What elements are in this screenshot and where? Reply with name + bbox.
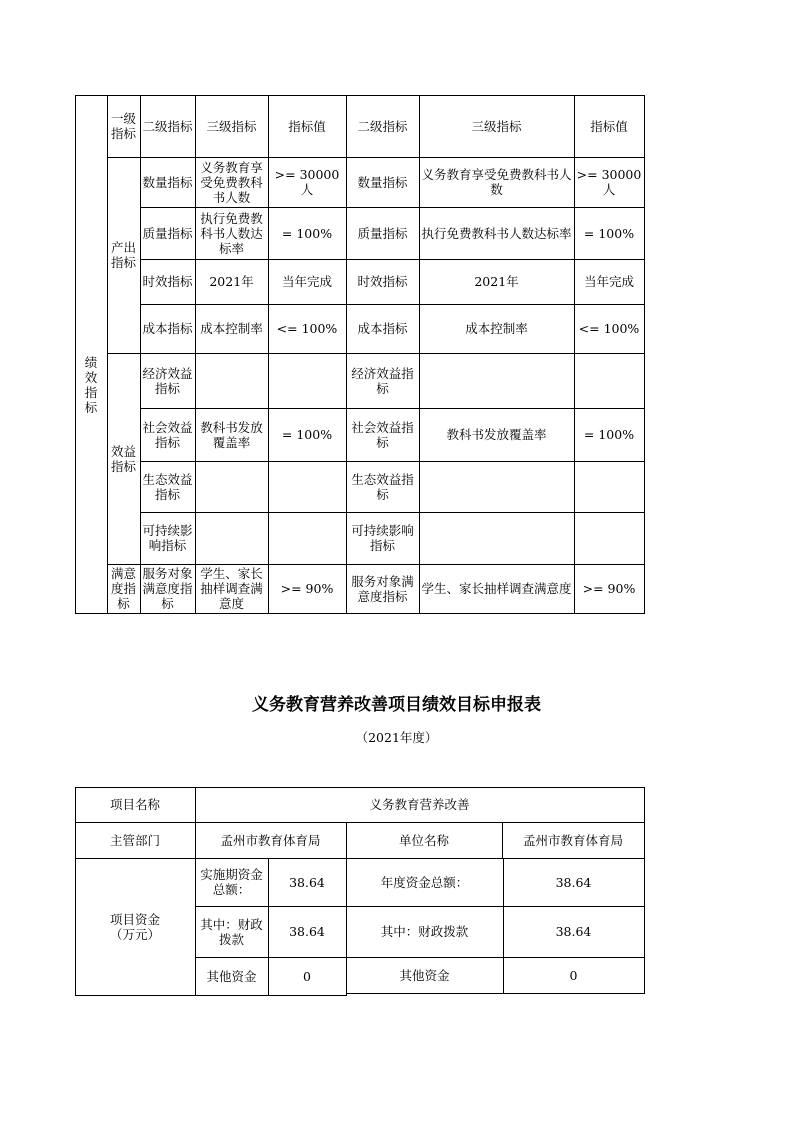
row-level3: 2021年 xyxy=(209,274,254,289)
header-level1: 一级指标 xyxy=(110,111,136,141)
row-level3-b: 执行免费教科书人数达标率 xyxy=(421,225,572,241)
group-output: 产出指标 xyxy=(110,240,136,270)
document-year: （2021年度） xyxy=(355,730,438,745)
row-level2-b: 成本指标 xyxy=(357,321,408,336)
row-value-b: = 100% xyxy=(583,427,635,442)
row-level2-b: 质量指标 xyxy=(357,225,408,241)
header-level3-b: 三级指标 xyxy=(471,118,522,134)
row-value-b: <= 100% xyxy=(578,321,640,336)
total-value: 38.64 xyxy=(289,874,325,890)
header-level2-b: 二级指标 xyxy=(357,118,408,134)
row-value-b xyxy=(574,353,644,408)
header-level2: 二级指标 xyxy=(142,118,193,134)
row-level3-b xyxy=(419,512,574,564)
header-value: 指标值 xyxy=(288,118,326,134)
annual-total-value: 38.64 xyxy=(555,874,592,890)
row-level2-b: 生态效益指标 xyxy=(351,471,414,502)
row-level2-b: 可持续影响指标 xyxy=(351,523,414,553)
row-value-b xyxy=(574,512,644,564)
project-name: 义务教育营养改善 xyxy=(369,797,470,812)
row-value-b: >= 90% xyxy=(582,581,636,596)
fiscal-label-b: 其中：财政拨款 xyxy=(380,924,469,939)
row-value xyxy=(268,461,346,512)
row-level2: 质量指标 xyxy=(142,225,193,241)
fiscal-value: 38.64 xyxy=(289,924,325,939)
row-level2-b: 社会效益指标 xyxy=(351,419,414,450)
row-level2-b: 经济效益指标 xyxy=(351,365,414,396)
row-level3: 教科书发放覆盖率 xyxy=(200,419,263,450)
row-value: >= 90% xyxy=(280,581,334,596)
row-level2: 可持续影响指标 xyxy=(142,523,193,553)
row-level3: 执行免费教科书人数达标率 xyxy=(200,210,263,256)
row-level2: 数量指标 xyxy=(142,174,193,190)
row-level2-b: 服务对象满意度指标 xyxy=(351,573,414,604)
group-benefit: 效益指标 xyxy=(110,443,136,474)
row-value: = 100% xyxy=(281,427,333,442)
row-level3: 学生、家长抽样调查满意度 xyxy=(200,566,263,611)
row-value-b: 当年完成 xyxy=(583,274,634,289)
unit-label: 单位名称 xyxy=(398,832,449,848)
row-level2-b: 数量指标 xyxy=(357,174,408,190)
row-level3 xyxy=(195,461,268,512)
row-level2: 生态效益指标 xyxy=(142,471,193,502)
row-level3-b: 2021年 xyxy=(474,274,519,289)
row-level2: 社会效益指标 xyxy=(142,419,193,450)
row-level3: 成本控制率 xyxy=(200,321,263,336)
document-title: 义务教育营养改善项目绩效目标申报表 xyxy=(252,695,541,715)
row-level3-b xyxy=(419,461,574,512)
row-level3 xyxy=(195,512,268,564)
row-level2: 时效指标 xyxy=(142,274,193,289)
other-value: 0 xyxy=(303,968,311,984)
row-value-b: >= 30000人 xyxy=(576,167,642,197)
row-level3-b: 教科书发放覆盖率 xyxy=(446,427,547,442)
project-name-label: 项目名称 xyxy=(109,797,160,812)
unit-value: 孟州市教育体育局 xyxy=(522,832,623,848)
group-performance: 绩效指标 xyxy=(84,355,98,415)
row-level3-b: 义务教育享受免费教科书人数 xyxy=(421,167,572,197)
total-label: 实施期资金总额： xyxy=(200,867,263,897)
group-satisfaction: 满意度指标 xyxy=(110,566,136,611)
row-value: <= 100% xyxy=(276,321,338,336)
row-level2-b: 时效指标 xyxy=(357,274,408,289)
row-level2: 成本指标 xyxy=(142,321,193,336)
funds-label: 项目资金（万元） xyxy=(109,911,160,942)
other-label-b: 其他资金 xyxy=(399,967,450,983)
row-level3-b: 成本控制率 xyxy=(465,321,528,336)
row-level2: 服务对象满意度指标 xyxy=(142,566,193,611)
row-value-b xyxy=(574,461,644,512)
row-level3 xyxy=(195,353,268,408)
row-value: 当年完成 xyxy=(281,274,332,289)
dept-label: 主管部门 xyxy=(109,832,160,848)
other-value-b: 0 xyxy=(569,967,578,983)
row-value: >= 30000人 xyxy=(274,167,340,197)
dept-value: 孟州市教育体育局 xyxy=(220,832,321,848)
row-value xyxy=(268,512,346,564)
row-level3-b: 学生、家长抽样调查满意度 xyxy=(421,581,572,596)
row-value: = 100% xyxy=(281,225,333,241)
header-level3: 三级指标 xyxy=(206,118,257,134)
header-value-b: 指标值 xyxy=(590,118,628,134)
fiscal-value-b: 38.64 xyxy=(555,924,592,939)
other-label: 其他资金 xyxy=(206,968,257,984)
row-level3: 义务教育享受免费教科书人数 xyxy=(200,159,263,205)
row-level3-b xyxy=(419,353,574,408)
row-level2: 经济效益指标 xyxy=(142,365,193,396)
row-value-b: = 100% xyxy=(583,225,635,241)
fiscal-label: 其中：财政拨款 xyxy=(200,916,263,947)
annual-total-label: 年度资金总额： xyxy=(380,874,469,890)
row-value xyxy=(268,353,346,408)
